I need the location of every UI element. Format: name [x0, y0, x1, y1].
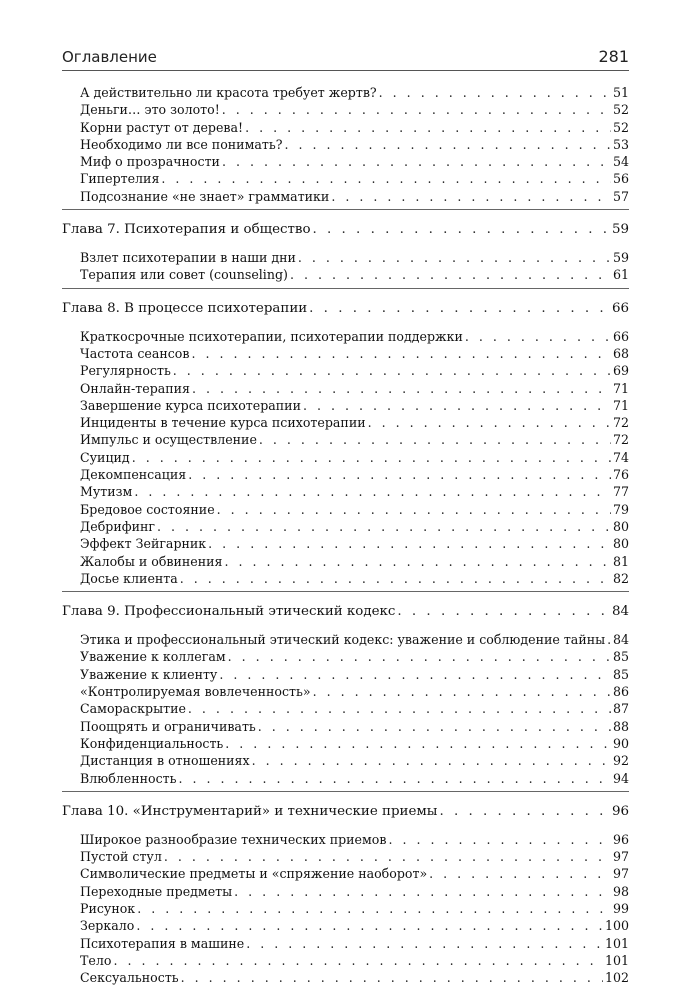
dot-leader	[179, 770, 611, 787]
toc-entry[interactable]	[62, 518, 629, 535]
toc-entry-page: 72	[612, 415, 629, 431]
toc-entry[interactable]	[62, 865, 629, 882]
chapter-heading[interactable]	[62, 599, 629, 623]
dot-leader	[258, 718, 611, 735]
dot-leader	[132, 449, 611, 466]
toc-entry-title: Этика и профессиональный этический кодекс: уважение и соблюдение тайны	[80, 632, 606, 648]
toc-entry-title: Дебрифинг	[80, 518, 155, 534]
chapter-heading[interactable]	[62, 217, 629, 241]
dot-leader	[259, 431, 611, 448]
toc-entry[interactable]	[62, 735, 629, 752]
toc-entry-page: 85	[612, 666, 629, 682]
toc-entry-title: Сексуальность	[80, 970, 179, 986]
toc-entry[interactable]	[62, 380, 629, 397]
toc-entry-page: 53	[612, 136, 629, 152]
toc-section-continued	[62, 84, 629, 210]
toc-entry[interactable]	[62, 848, 629, 865]
toc-entry[interactable]	[62, 362, 629, 379]
toc-entry-page: 84	[612, 632, 629, 648]
dot-leader	[222, 101, 611, 118]
dot-leader	[607, 631, 611, 648]
page-number: 281	[598, 47, 629, 66]
toc-entry-title: Импульс и осуществление	[80, 432, 257, 448]
toc-entry-page: 86	[612, 684, 629, 700]
dot-leader	[217, 501, 611, 518]
toc-entry[interactable]	[62, 935, 629, 952]
dot-leader	[368, 414, 611, 431]
running-title: Оглавление	[62, 48, 157, 66]
toc-entry[interactable]	[62, 414, 629, 431]
toc-entry-title: Пустой стул	[80, 849, 162, 865]
toc-entry[interactable]	[62, 831, 629, 848]
dot-leader	[303, 397, 611, 414]
chapter-title: Глава 8. В процессе психотерапии	[62, 300, 308, 316]
toc-entry-page: 101	[604, 952, 629, 968]
toc-entry-title: Символические предметы и «спряжение наоборот»	[80, 866, 428, 882]
toc-entry-page: 87	[612, 701, 629, 717]
toc-entry-title: Мутизм	[80, 484, 133, 500]
toc-entry[interactable]	[62, 449, 629, 466]
toc-entry-title: Уважение к коллегам	[80, 649, 226, 665]
toc-entry[interactable]	[62, 431, 629, 448]
toc-entry-title: Зеркало	[80, 918, 135, 934]
toc-entry-title: Поощрять и ограничивать	[80, 718, 256, 734]
chapter-title: Глава 7. Психотерапия и общество	[62, 222, 311, 238]
toc-section-chapter-9	[62, 599, 629, 792]
dot-leader	[161, 170, 611, 187]
dot-leader	[397, 601, 610, 623]
toc-entry-title: Жалобы и обвинения	[80, 553, 223, 569]
toc-entry[interactable]	[62, 136, 629, 153]
toc-entry[interactable]	[62, 101, 629, 118]
toc-entry-title: Широкое разнообразие технических приемов	[80, 831, 387, 847]
toc-entry-title: Самораскрытие	[80, 701, 186, 717]
dot-leader	[309, 298, 610, 320]
toc-entry-title: Тело	[80, 952, 112, 968]
toc-entry-title: Взлет психотерапии в наши дни	[80, 250, 296, 266]
dot-leader	[284, 136, 611, 153]
dot-leader	[188, 466, 611, 483]
toc-entry-title: Психотерапия в машине	[80, 935, 245, 951]
toc-entry-page: 57	[612, 188, 629, 204]
toc-entry-page: 85	[612, 649, 629, 665]
toc-entry[interactable]	[62, 266, 629, 283]
toc-entry[interactable]	[62, 535, 629, 552]
toc-entry-page: 96	[612, 831, 629, 847]
toc-entry[interactable]	[62, 952, 629, 969]
toc-entry-title: Терапия или совет (counseling)	[80, 267, 288, 283]
toc-entry-page: 88	[612, 718, 629, 734]
toc-entry-title: А действительно ли красота требует жертв?	[80, 85, 377, 100]
toc-entry[interactable]	[62, 328, 629, 345]
toc-entry-page: 69	[612, 363, 629, 379]
toc-entry-page: 81	[612, 553, 629, 569]
toc-entry-page: 72	[612, 432, 629, 448]
toc-entry-title: Рисунок	[80, 900, 136, 916]
toc-entry-page: 52	[612, 102, 629, 118]
toc-entry-page: 80	[612, 536, 629, 552]
toc-entry[interactable]	[62, 631, 629, 648]
toc-entry-title: Необходимо ли все понимать?	[80, 136, 283, 152]
toc-entry-page: 71	[612, 380, 629, 396]
toc-entry-page: 71	[612, 397, 629, 413]
toc-entry-page: 98	[612, 883, 629, 899]
toc-entry-title: Деньги… это золото!	[80, 102, 220, 118]
toc-entry-page: 102	[604, 970, 629, 986]
toc-entry-page: 76	[612, 467, 629, 483]
toc-entry-title: Бредовое состояние	[80, 501, 215, 517]
toc-entry-title: Уважение к клиенту	[80, 666, 218, 682]
toc-entry-title: «Контролируемая вовлеченность»	[80, 684, 311, 700]
dot-leader	[465, 328, 611, 345]
toc-entry[interactable]	[62, 397, 629, 414]
toc-entry-page: 97	[612, 866, 629, 882]
dot-leader	[113, 952, 603, 969]
toc-entry[interactable]	[62, 917, 629, 934]
toc-entry-title: Досье клиента	[80, 570, 178, 586]
toc-entry-page: 68	[612, 345, 629, 361]
toc-entry[interactable]	[62, 718, 629, 735]
chapter-title: Глава 10. «Инструментарий» и технические приемы	[62, 803, 438, 819]
toc-entry-page: 101	[604, 935, 629, 951]
chapter-page: 84	[611, 604, 629, 620]
dot-leader	[192, 380, 611, 397]
toc-entry[interactable]	[62, 752, 629, 769]
toc-entry-page: 90	[612, 735, 629, 751]
dot-leader	[208, 535, 611, 552]
toc-entry[interactable]	[62, 969, 629, 986]
toc-entry[interactable]	[62, 119, 629, 136]
toc-entry[interactable]	[62, 501, 629, 518]
toc-entry-title: Дистанция в отношениях	[80, 753, 250, 769]
toc-section-chapter-10	[62, 799, 629, 991]
toc-entry[interactable]	[62, 170, 629, 187]
toc-entry-title: Онлайн-терапия	[80, 380, 190, 396]
dot-leader	[137, 900, 611, 917]
toc-entry-page: 80	[612, 518, 629, 534]
dot-leader	[191, 345, 611, 362]
dot-leader	[439, 801, 609, 823]
toc-entry-page: 54	[612, 154, 629, 170]
toc-entry-page: 52	[612, 119, 629, 135]
chapter-page: 66	[611, 300, 629, 316]
dot-leader	[313, 219, 610, 241]
dot-leader	[246, 935, 603, 952]
dot-leader	[222, 153, 611, 170]
toc-entry[interactable]	[62, 883, 629, 900]
toc-entry-page: 51	[612, 85, 629, 100]
toc-entry-page: 66	[612, 328, 629, 344]
toc-entry[interactable]	[62, 153, 629, 170]
dot-leader	[429, 865, 611, 882]
dot-leader	[388, 831, 611, 848]
toc-entry-title: Суицид	[80, 449, 130, 465]
toc-entry[interactable]	[62, 666, 629, 683]
chapter-heading[interactable]	[62, 296, 629, 320]
dot-leader	[181, 969, 603, 986]
toc-entry[interactable]	[62, 553, 629, 570]
toc-entry[interactable]	[62, 483, 629, 500]
dot-leader	[245, 119, 611, 136]
toc-entry[interactable]	[62, 570, 629, 587]
dot-leader	[224, 553, 610, 570]
toc-entry-page: 97	[612, 849, 629, 865]
dot-leader	[290, 266, 611, 283]
toc-entry-title: Эффект Зейгарник	[80, 536, 207, 552]
toc-entry[interactable]	[62, 345, 629, 362]
toc-entry[interactable]	[62, 188, 629, 205]
toc-entry[interactable]	[62, 683, 629, 700]
chapter-heading[interactable]	[62, 799, 629, 823]
dot-leader	[180, 570, 611, 587]
toc-section-chapter-7	[62, 217, 629, 289]
dot-leader	[228, 648, 611, 665]
toc-entry-page: 94	[612, 770, 629, 786]
dot-leader	[164, 848, 611, 865]
toc-entry[interactable]	[62, 700, 629, 717]
dot-leader	[298, 249, 611, 266]
toc-entry[interactable]	[62, 648, 629, 665]
table-of-contents	[62, 84, 629, 997]
toc-entry-page: 100	[604, 918, 629, 934]
toc-entry-page: 99	[612, 900, 629, 916]
toc-entry[interactable]	[62, 900, 629, 917]
toc-entry-title: Декомпенсация	[80, 467, 187, 483]
toc-entry-title: Частота сеансов	[80, 345, 190, 361]
toc-entry-title: Миф о прозрачности	[80, 154, 220, 170]
toc-entry-title: Корни растут от дерева!	[80, 119, 244, 135]
dot-leader	[225, 735, 611, 752]
chapter-page: 96	[611, 803, 629, 819]
dot-leader	[219, 666, 611, 683]
toc-entry-title: Завершение курса психотерапии	[80, 397, 301, 413]
dot-leader	[173, 362, 611, 379]
toc-entry-page: 82	[612, 570, 629, 586]
toc-entry-page: 77	[612, 484, 629, 500]
dot-leader	[234, 883, 611, 900]
dot-leader	[379, 84, 611, 101]
toc-entry-title: Гипертелия	[80, 171, 160, 187]
dot-leader	[252, 752, 611, 769]
dot-leader	[331, 188, 611, 205]
dot-leader	[188, 700, 611, 717]
chapter-page: 59	[611, 222, 629, 238]
toc-entry-page: 92	[612, 753, 629, 769]
toc-entry-page: 59	[612, 250, 629, 266]
page-header	[62, 46, 629, 71]
toc-entry-page: 56	[612, 171, 629, 187]
dot-leader	[313, 683, 611, 700]
toc-entry-page: 79	[612, 501, 629, 517]
dot-leader	[136, 917, 603, 934]
toc-entry-title: Краткосрочные психотерапии, психотерапии поддержки	[80, 328, 463, 344]
toc-entry[interactable]	[62, 84, 629, 101]
toc-entry-page: 74	[612, 449, 629, 465]
toc-entry[interactable]	[62, 466, 629, 483]
toc-entry-title: Конфиденциальность	[80, 735, 224, 751]
chapter-title: Глава 9. Профессиональный этический кодекс	[62, 604, 396, 620]
toc-entry[interactable]	[62, 770, 629, 787]
toc-entry-title: Подсознание «не знает» грамматики	[80, 188, 330, 204]
toc-entry[interactable]	[62, 249, 629, 266]
dot-leader	[157, 518, 611, 535]
toc-entry-title: Регулярность	[80, 363, 171, 379]
toc-entry-title: Переходные предметы	[80, 883, 233, 899]
toc-entry-title: Инциденты в течение курса психотерапии	[80, 415, 366, 431]
dot-leader	[134, 483, 611, 500]
toc-entry-title: Влюбленность	[80, 770, 177, 786]
toc-entry-page: 61	[612, 267, 629, 283]
toc-section-chapter-8	[62, 296, 629, 592]
